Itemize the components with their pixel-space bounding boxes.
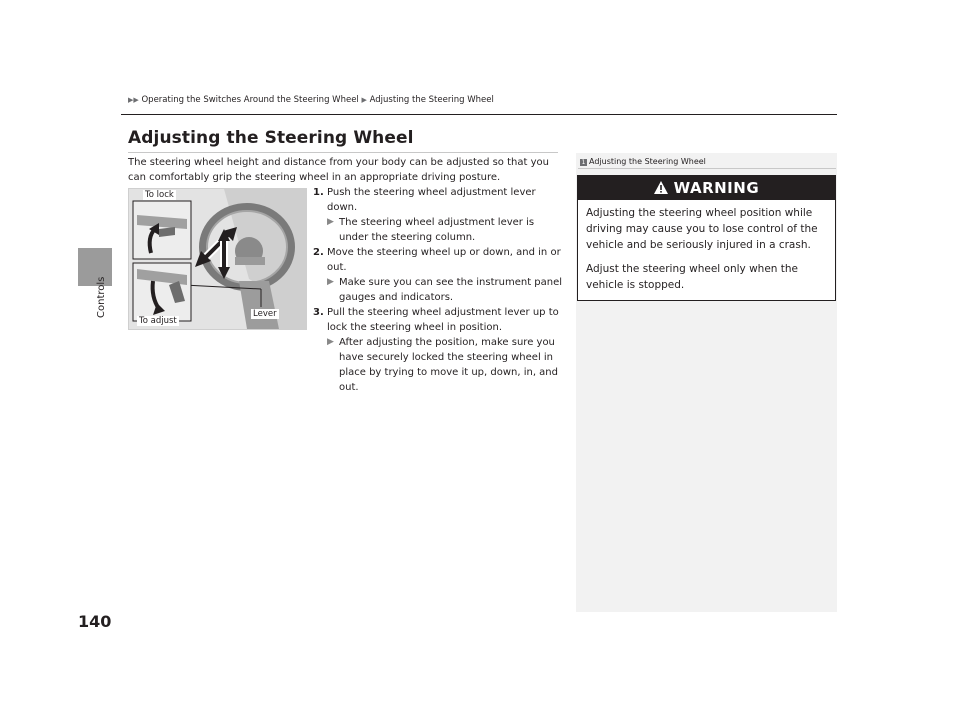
lever-label: Lever	[253, 309, 277, 319]
step-note-text: After adjusting the position, make sure you have securely locked the steering wheel in place by trying to move it up, down, in, and out.	[339, 337, 558, 393]
step-text: Push the steering wheel adjustment lever down.	[327, 187, 536, 213]
step-note	[313, 215, 565, 245]
step-number: 1.	[313, 187, 324, 198]
chapter-label: Controls	[96, 276, 107, 318]
sidebar-header	[580, 157, 706, 166]
steering-illustration	[128, 188, 307, 330]
warning-paragraph: Adjust the steering wheel only when the vehicle is stopped.	[586, 263, 799, 291]
to-lock-label: To lock	[145, 190, 174, 200]
steering-wheel-diagram	[129, 189, 306, 329]
warning-banner	[578, 176, 835, 200]
sidebar-header-text: Adjusting the Steering Wheel	[589, 157, 706, 166]
title-divider	[128, 152, 558, 153]
step-number: 3.	[313, 307, 324, 318]
breadcrumb-arrow-icon: ▶	[361, 96, 367, 104]
breadcrumb-link-parent[interactable]: Operating the Switches Around the Steering Wheel	[141, 95, 359, 105]
step-number: 2.	[313, 247, 324, 258]
sidebar-divider	[578, 168, 836, 169]
reference-icon: 1	[581, 159, 586, 166]
note-arrow-icon: ▶	[327, 277, 334, 287]
breadcrumb	[128, 95, 494, 105]
step-item	[313, 185, 565, 215]
warning-title: WARNING	[673, 179, 760, 197]
step-item	[313, 245, 565, 275]
step-note	[313, 335, 565, 395]
warning-text	[586, 205, 830, 301]
to-adjust-label: To adjust	[139, 316, 177, 326]
warning-triangle-icon	[654, 181, 668, 194]
note-arrow-icon: ▶	[327, 217, 334, 227]
step-note-text: Make sure you can see the instrument panel gauges and indicators.	[339, 277, 563, 303]
warning-box	[577, 175, 836, 301]
steps-list	[313, 185, 565, 395]
breadcrumb-arrow-icon: ▶▶	[128, 96, 139, 104]
step-note-text: The steering wheel adjustment lever is under the steering column.	[339, 217, 535, 243]
step-item	[313, 305, 565, 335]
section-title: Adjusting the Steering Wheel	[128, 128, 414, 148]
breadcrumb-current: Adjusting the Steering Wheel	[369, 95, 494, 105]
step-note	[313, 275, 565, 305]
intro-paragraph: The steering wheel height and distance from your body can be adjusted so that you can comfortably grip the steering wheel in an appropriate driving posture.	[128, 157, 549, 183]
note-arrow-icon: ▶	[327, 337, 334, 347]
step-text: Pull the steering wheel adjustment lever up to lock the steering wheel in position.	[327, 307, 559, 333]
header-divider	[121, 114, 837, 115]
step-text: Move the steering wheel up or down, and in or out.	[327, 247, 561, 273]
page-number: 140	[78, 612, 112, 631]
warning-paragraph: Adjusting the steering wheel position while driving may cause you to lose control of the vehicle and be seriously injured in a crash.	[586, 207, 818, 251]
